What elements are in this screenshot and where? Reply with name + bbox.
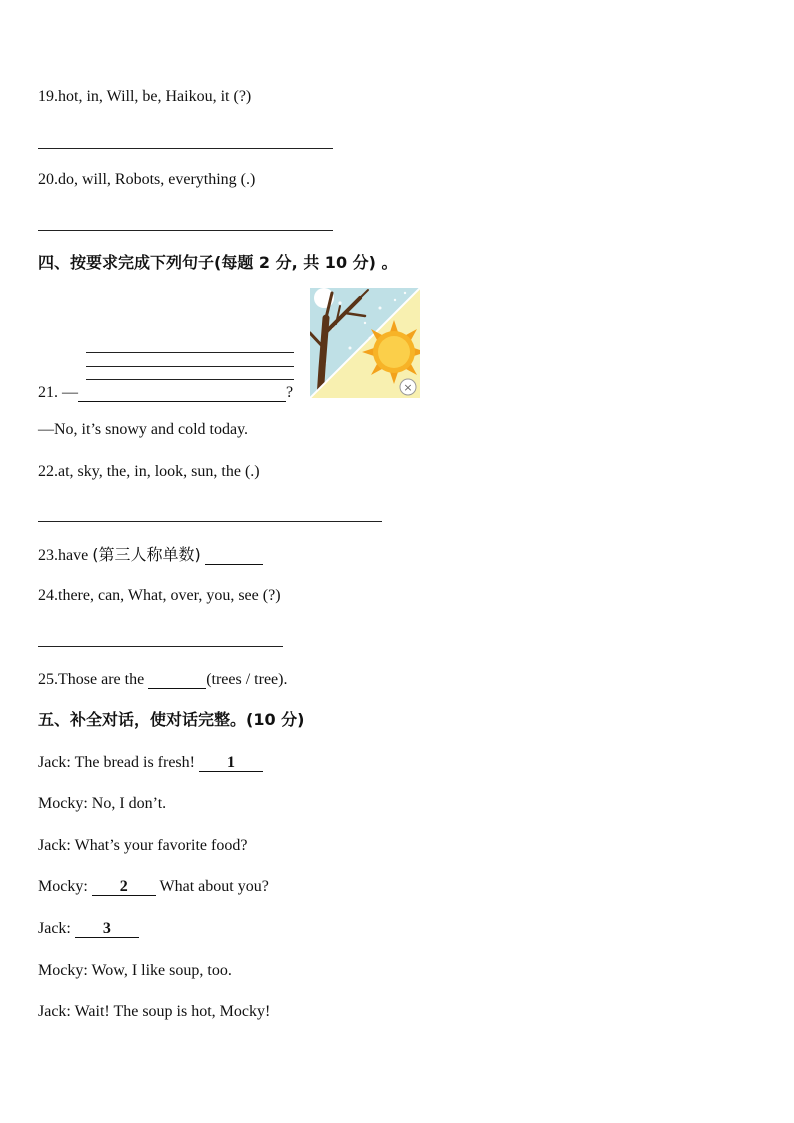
dialog-line-2: Mocky: No, I don’t. [38,795,167,812]
question-19 [38,87,251,107]
dialog-line-1 [38,753,263,773]
question-mark: ? [286,384,294,401]
question-21 [38,383,293,403]
dialog-line-3: Jack: What’s your favorite food? [38,837,248,854]
answer-blank [78,385,286,402]
question-number: 19. [38,88,58,105]
answer-line [38,521,382,522]
dialog-line-7: Jack: Wait! The soup is hot, Mocky! [38,1003,271,1020]
question-text-after: (trees / tree). [206,671,288,688]
answer-line [38,148,333,149]
answer-blank-1: 1 [199,755,263,772]
winter-summer-picture [310,288,420,398]
answer-line [38,230,333,231]
dialog-line-5 [38,919,139,939]
answer-blank [205,548,263,565]
answer-line [38,646,283,647]
question-22 [38,462,260,482]
question-text-before: Those are the [58,671,145,688]
question-24 [38,586,281,606]
question-21-answer: —No, it’s snowy and cold today. [38,421,249,438]
close-glyph: × [403,381,413,394]
dialog-speaker: Mocky: [38,878,88,895]
question-word: have [58,547,89,564]
question-number: 23. [38,547,58,564]
section-4-heading: 四、按要求完成下列句子(每题 2 分, 共 10 分) 。 [38,253,398,272]
answer-blank [148,672,206,689]
question-25 [38,670,287,690]
answer-blank-2: 2 [92,879,156,896]
question-number: 22. [38,463,58,480]
dialog-text: Jack: The bread is fresh! [38,754,195,771]
dialog-line-4 [38,877,269,897]
question-23 [38,545,263,566]
dash: — [62,384,78,401]
dialog-line-6: Mocky: Wow, I like soup, too. [38,962,232,979]
question-number: 24. [38,587,58,604]
answer-line [86,352,294,353]
question-number: 25. [38,671,58,688]
answer-blank-3: 3 [75,921,139,938]
question-text: hot, in, Will, be, Haikou, it (?) [58,88,252,105]
dialog-text: What about you? [159,878,269,895]
answer-line [86,366,294,367]
question-hint: (第三人称单数) [92,545,201,564]
question-20 [38,170,255,190]
section-5-heading: 五、补全对话，使对话完整。(10 分) [38,710,305,729]
question-text: at, sky, the, in, look, sun, the (.) [58,463,260,480]
dialog-speaker: Jack: [38,920,71,937]
question-number: 20. [38,171,58,188]
question-number: 21. [38,384,58,401]
question-text: do, will, Robots, everything (.) [58,171,256,188]
question-text: there, can, What, over, you, see (?) [58,587,281,604]
answer-line [86,379,294,380]
